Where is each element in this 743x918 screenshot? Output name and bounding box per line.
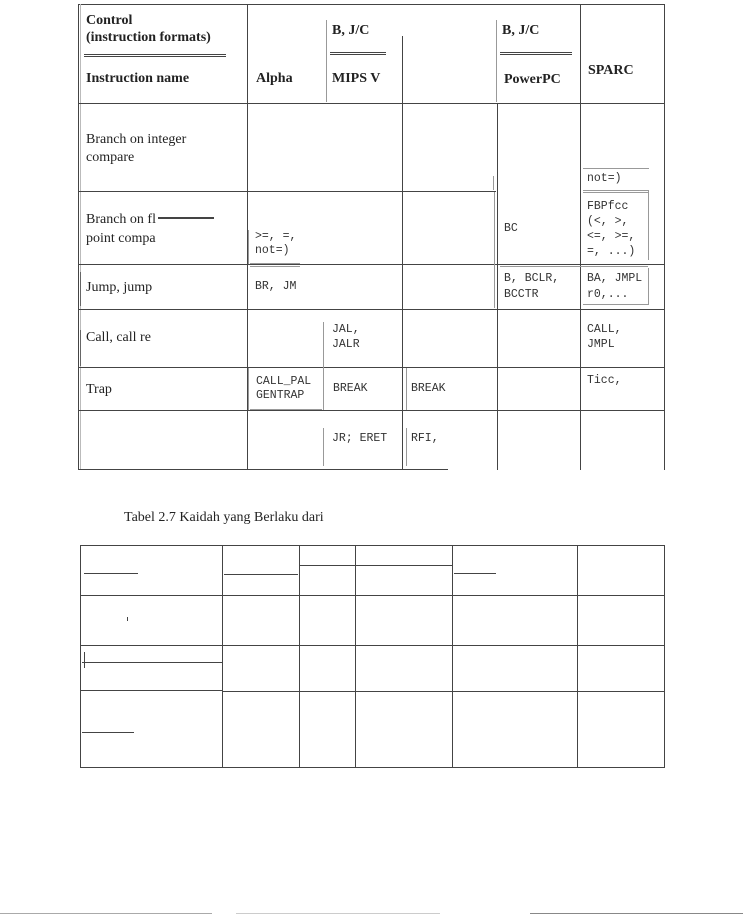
cell-line bbox=[250, 266, 300, 267]
cell-line bbox=[494, 192, 495, 264]
header-line bbox=[454, 573, 496, 574]
table-row-divider bbox=[78, 103, 665, 104]
header-underline bbox=[330, 54, 386, 55]
scan-artifact-line bbox=[236, 913, 440, 914]
table-col-divider bbox=[80, 4, 81, 470]
header-sparc: SPARC bbox=[588, 63, 634, 78]
header-line bbox=[224, 574, 298, 575]
header-powerpc: PowerPC bbox=[504, 72, 561, 87]
cell-value: not=) bbox=[255, 244, 290, 257]
cell-value: JMPL bbox=[587, 338, 615, 351]
cell-value: BC bbox=[504, 222, 518, 235]
cell-line bbox=[496, 20, 497, 60]
table-border-right bbox=[664, 4, 665, 470]
cell-value: CALL_PAL bbox=[256, 375, 312, 388]
cell-value: (<, >, bbox=[587, 215, 629, 228]
cell-line bbox=[326, 58, 327, 102]
cell-line bbox=[406, 368, 407, 410]
cell-line bbox=[326, 20, 327, 58]
cell-line bbox=[406, 428, 407, 466]
header-mips: MIPS V bbox=[332, 71, 381, 86]
table-row-divider bbox=[78, 309, 665, 310]
cell-value: BREAK bbox=[333, 382, 368, 395]
header-underline bbox=[330, 52, 386, 53]
header-powerpc-format: B, J/C bbox=[502, 23, 540, 38]
row-name: Branch on fl bbox=[86, 212, 156, 227]
cell-line bbox=[84, 652, 85, 668]
row-name: Trap bbox=[86, 382, 112, 397]
header-underline bbox=[500, 54, 572, 55]
header-control: Control bbox=[86, 13, 133, 28]
table-col-divider bbox=[580, 4, 581, 470]
table-col-divider bbox=[222, 545, 223, 768]
cell-value: =, ...) bbox=[587, 245, 636, 258]
cell-line bbox=[80, 272, 81, 306]
cell-value: r0,... bbox=[587, 288, 629, 301]
table-border-left bbox=[78, 4, 79, 470]
header-underline bbox=[84, 56, 226, 57]
table-col-divider bbox=[577, 545, 578, 768]
cell-line bbox=[323, 428, 324, 466]
header-instruction-name: Instruction name bbox=[86, 71, 190, 86]
cell-value: not=) bbox=[587, 172, 622, 185]
cell-value: <=, >=, bbox=[587, 230, 636, 243]
cell-value: JR; ERET bbox=[332, 432, 388, 445]
table-col-divider bbox=[299, 545, 300, 768]
cell-line bbox=[80, 330, 81, 366]
cell-line bbox=[323, 368, 324, 410]
cell-line bbox=[248, 368, 249, 410]
table-border-bottom bbox=[78, 469, 448, 470]
cell-value: >=, =, bbox=[255, 230, 297, 243]
table-border-left bbox=[80, 545, 81, 768]
cell-line bbox=[648, 268, 649, 304]
table-row-divider bbox=[78, 367, 665, 368]
cell-value: JALR bbox=[332, 338, 360, 351]
cell-value: B, BCLR, bbox=[504, 272, 560, 285]
cell-line bbox=[493, 176, 494, 190]
header-line bbox=[84, 573, 138, 574]
header-line bbox=[300, 565, 452, 566]
cell-line bbox=[648, 190, 649, 260]
cell-value: Ticc, bbox=[587, 374, 622, 387]
cell-line bbox=[583, 168, 649, 169]
cell-value: BCCTR bbox=[504, 288, 539, 301]
cell-value: BREAK bbox=[411, 382, 446, 395]
table-col-divider bbox=[452, 545, 453, 768]
cell-value: GENTRAP bbox=[256, 389, 305, 402]
cell-line bbox=[250, 409, 322, 410]
header-underline bbox=[84, 54, 226, 55]
row-name: Call, call re bbox=[86, 330, 151, 345]
cell-line bbox=[494, 264, 495, 308]
cell-line bbox=[583, 192, 649, 193]
table-col-divider bbox=[402, 36, 403, 469]
cell-line bbox=[158, 217, 214, 219]
table-col-divider bbox=[355, 545, 356, 768]
header-underline bbox=[500, 52, 572, 53]
cell-value: JAL, bbox=[332, 323, 360, 336]
table-caption: Tabel 2.7 Kaidah yang Berlaku dari bbox=[124, 510, 324, 525]
cell-value: BR, JM bbox=[255, 280, 297, 293]
table-border-right bbox=[664, 545, 665, 768]
row-name: compare bbox=[86, 150, 135, 165]
cell-value: FBPfcc bbox=[587, 200, 629, 213]
row-name: point compa bbox=[86, 231, 156, 246]
cell-line bbox=[583, 304, 649, 305]
row-name: Branch on integer bbox=[86, 132, 187, 147]
cell-line bbox=[248, 230, 249, 264]
table-row-divider bbox=[78, 410, 665, 411]
cell-value: CALL, bbox=[587, 323, 622, 336]
row-name: Jump, jump bbox=[86, 280, 153, 295]
cell-value: BA, JMPL bbox=[587, 272, 643, 285]
cell-line bbox=[496, 60, 497, 102]
scan-artifact-line bbox=[0, 913, 212, 914]
cell-line bbox=[323, 322, 324, 368]
scan-artifact-line bbox=[530, 913, 743, 914]
header-formats: (instruction formats) bbox=[86, 30, 211, 45]
table-row-divider bbox=[78, 264, 665, 265]
table-border-top bbox=[78, 4, 665, 5]
cell-line bbox=[583, 190, 649, 191]
cell-line bbox=[127, 617, 128, 621]
table-col-divider bbox=[497, 104, 498, 470]
header-mips-format: B, J/C bbox=[332, 23, 370, 38]
cell-line bbox=[82, 732, 134, 733]
header-alpha: Alpha bbox=[256, 71, 293, 86]
cell-line bbox=[250, 263, 300, 264]
table-row-divider bbox=[80, 645, 665, 646]
table-row-divider bbox=[222, 691, 665, 692]
cell-line bbox=[500, 266, 648, 267]
table-row-divider bbox=[78, 191, 496, 192]
table-row-divider bbox=[80, 690, 222, 691]
cell-value: RFI, bbox=[411, 432, 439, 445]
table-row-divider bbox=[80, 595, 665, 596]
cell-line bbox=[82, 662, 222, 663]
